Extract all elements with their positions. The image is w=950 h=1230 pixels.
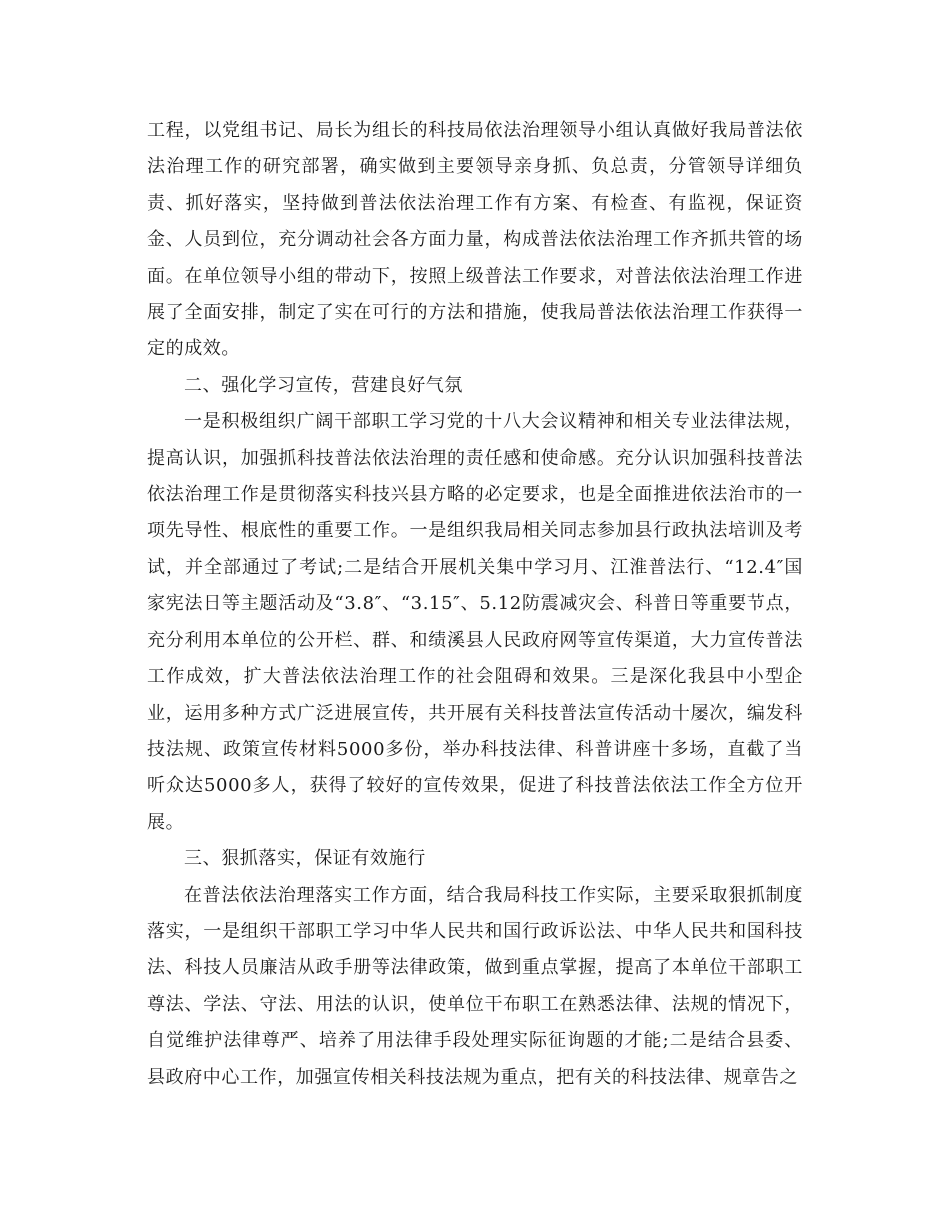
section-heading-3: 三、狠抓落实，保证有效施行 [184, 848, 426, 870]
paragraph-leadership: 工程，以党组书记、局长为组长的科技局依法治理领导小组认真做好我局普法依法治理工作的研究部署，确实做到主要领导亲身抓、负总责，分管领导详细负责、抓好落实，坚持做到普法依法治理工作有方案、有检查、有监视，保证资金、人员到位，充分调动社会各方面力量，构成普法依法治理工作齐抓共管的场面。在单位领导小组的带动下，按照上级普法工作要求，对普法依法治理工作进展了全面安排，制定了实在可行的方法和措施，使我局普法依法治理工作获得一定的成效。 [147, 120, 803, 360]
section-heading-2: 二、强化学习宣传，营建良好气氛 [184, 374, 463, 396]
paragraph-implementation: 在普法依法治理落实工作方面，结合我局科技工作实际，主要采取狠抓制度落实，一是组织干部职工学习中华人民共和国行政诉讼法、中华人民共和国科技法、科技人员廉洁从政手册等法律政策，做到重点掌握，提高了本单位干部职工尊法、学法、守法、用法的认识，使单位干布职工在熟悉法律、法规的情况下，自觉维护法律尊严、培养了用法律手段处理实际征询题的才能;二是结合县委、县政府中心工作，加强宣传相关科技法规为重点，把有关的科技法律、规章告之 [147, 884, 803, 1088]
document-body [147, 113, 803, 1096]
paragraph-study-promotion: 一是积极组织广阔干部职工学习党的十八大会议精神和相关专业法律法规，提高认识，加强抓科技普法依法治理的责任感和使命感。充分认识加强科技普法依法治理工作是贯彻落实科技兴县方略的必定要求，也是全面推进依法治市的一项先导性、根底性的重要工作。一是组织我局相关同志参加县行政执法培训及考试，并全部通过了考试;二是结合开展机关集中学习月、江淮普法行、“12.4″国家宪法日等主题活动及“3.8″、“3.15″、5.12防震减灾会、科普日等重要节点，充分利用本单位的公开栏、群、和绩溪县人民政府网等宣传渠道，大力宣传普法工作成效，扩大普法依法治理工作的社会阻碍和效果。三是深化我县中小型企业，运用多种方式广泛进展宣传，共开展有关科技普法宣传活动十屡次，编发科技法规、政策宣传材料5000多份，举办科技法律、科普讲座十多场，直截了当听众达5000多人，获得了较好的宣传效果，促进了科技普法依法工作全方位开展。 [147, 411, 803, 833]
